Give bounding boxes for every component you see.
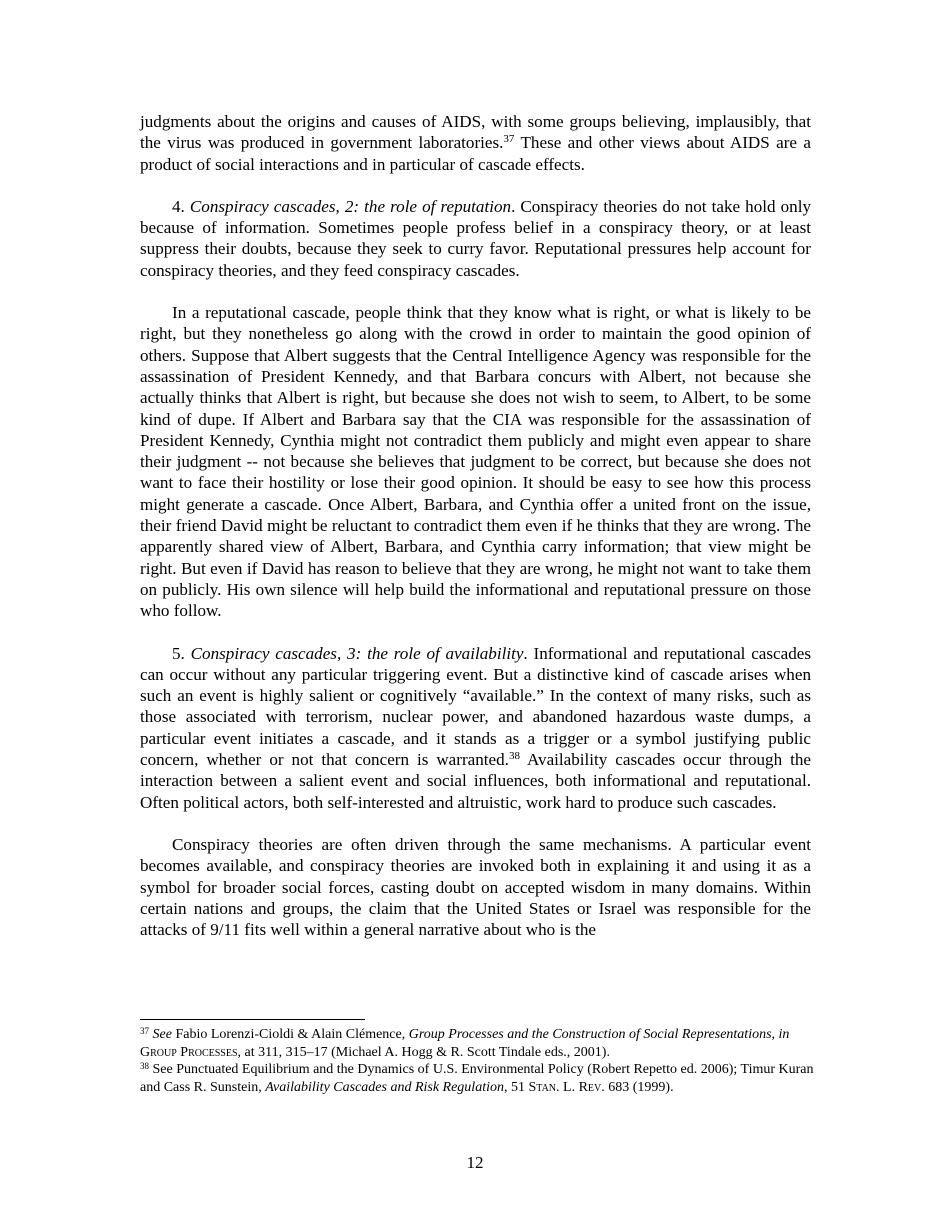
footnote-text: , [771,1027,779,1042]
footnote-text: 683 (1999). [604,1079,674,1095]
section-number: 5. [172,643,191,663]
section-heading: Conspiracy cascades, 2: the role of reputation [189,196,512,216]
signal-word: See [152,1027,172,1042]
footnote-text: , at 311, 315–17 (Michael A. Hogg & R. Scott Tindale eds., 2001). [237,1044,610,1060]
footnote-38 [140,1061,820,1096]
footnotes [140,1026,820,1096]
footnote-number: 37 [140,1026,149,1036]
footnote-separator [140,1019,365,1020]
paragraph-text: These and other views about AIDS are a product of social interactions and in particular of cascade effects. [140,133,811,174]
paragraph-reputational-cascade: In a reputational cascade, people think that they know what is right, or what is likely to be right, but they nonetheless go along with the crowd in order to maintain the good opinion of others. Suppose that Albert suggests that the Central Intelligence Agency was responsible for the assassination of President Kennedy, and that Barbara concurs with Albert, not because she actually thinks that Albert is right, but because she does not wish to seem, to Albert, to be some kind of dupe. If Albert and Barbara say that the CIA was responsible for the assassination of President Kennedy, Cynthia might not contradict them publicly and might even appear to share their judgment -- not because she believes that judgment to be correct, but because she does not want to face their hostility or lose their good opinion. It should be easy to see how this process might generate a cascade. Once Albert, Barbara, and Cynthia offer a united front on the issue, their friend David might be reluctant to contradict them even if he thinks that they are wrong. The apparently shared view of Albert, Barbara, and Cynthia carry information; that view might be right. But even if David has reason to believe that they are wrong, he might not want to take them on publicly. His own silence will help build the informational and reputational pressure on those who follow. [140,303,811,621]
footnote-text: , 51 [503,1079,529,1095]
cited-title: Group Processes and the Construction of Social Representations [408,1027,772,1042]
paragraph-conspiracy-mechanisms: Conspiracy theories are often driven through the same mechanisms. A particular event becomes available, and conspiracy theories are invoked both in explaining it and using it as a symbol for broader social forces, casting doubt on accepted wisdom in many domains. Within certain nations and groups, the claim that the United States or Israel was responsible for the attacks of 9/11 fits well within a general narrative about who is the [140,834,811,940]
paragraph-text: Availability cascades occur through the interaction between a salient event and social influences, both informational and reputational. Often political actors, both self-interested and altruistic, work hard to produce such cascades. [140,750,811,812]
footnote-text: See Punctuated Equilibrium and the Dynamics of U.S. Environmental Policy (Robert Repetto ed. 2006); Timur Kuran and Cass R. Sunstein, [140,1062,814,1095]
paragraph-aids-continuation [140,111,811,175]
paragraph-text: judgments about the origins and causes of AIDS, with some groups believing, implausibly, that the virus was produced in government laboratories. [140,112,811,153]
paragraph-text: . Conspiracy theories do not take hold only because of information. Sometimes people profess belief in a conspiracy theory, or at least suppress their doubts, because they seek to curry favor. Reputational pressures help account for conspiracy theories, and they feed conspiracy cascades. [140,196,812,280]
signal-word: in [778,1027,790,1042]
paragraph-reputation [140,196,811,281]
paragraph-availability [140,643,811,813]
cited-journal: Stan. L. Rev. [528,1079,605,1095]
footnote-37 [140,1026,820,1061]
cited-source: Group Processes [140,1044,238,1060]
footnote-text: Fabio Lorenzi-Cioldi & Alain Clémence, [171,1027,409,1042]
page-number: 12 [466,1153,484,1172]
footnote-ref-38[interactable]: 38 [508,750,520,763]
cited-title: Availability Cascades and Risk Regulation [265,1079,504,1095]
footnote-ref-37[interactable]: 37 [503,133,515,146]
section-number: 4. [172,196,190,216]
footnote-number: 38 [140,1061,149,1071]
section-heading: Conspiracy cascades, 3: the role of availability [190,643,524,663]
paragraph-text: . Informational and reputational cascades can occur without any particular triggering event. But a distinctive kind of cascade arises when such an event is highly salient or cognitively “available.” In the context of many risks, such as those associated with terrorism, nuclear power, and abandoned hazardous waste dumps, a particular event initiates a cascade, and it stands as a trigger or a symbol justifying public concern, whether or not that concern is warranted. [140,643,811,770]
main-text [140,111,811,940]
